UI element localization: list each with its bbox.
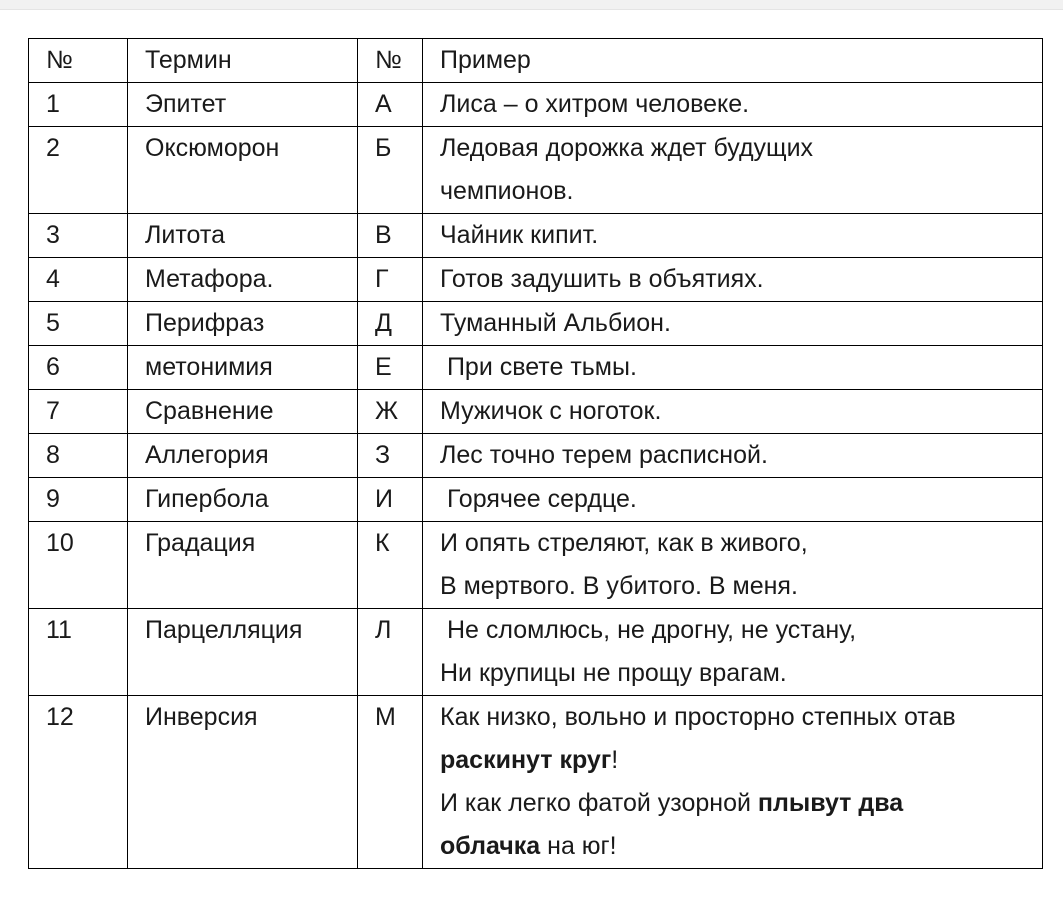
row-example [423,346,1043,390]
example-line [440,825,1042,868]
example-bold-text: облачка [440,832,541,860]
row-letter: Ж [358,390,423,434]
row-term: Оксюморон [128,127,358,214]
example-line: Туманный Альбион. [440,309,671,337]
header-num: № [29,39,128,83]
row-term: Парцелляция [128,609,358,696]
header-term: Термин [128,39,358,83]
header-letter: № [358,39,423,83]
row-letter: К [358,522,423,609]
example-bold-text: плывут два [757,789,904,817]
row-num: 4 [29,258,128,302]
row-letter: Б [358,127,423,214]
row-term: Гипербола [128,478,358,522]
example-line: Ни крупицы не прощу врагам. [440,659,787,687]
example-line: Чайник кипит. [440,221,599,249]
row-num: 11 [29,609,128,696]
row-letter: В [358,214,423,258]
row-num: 2 [29,127,128,214]
table-row [29,302,1043,346]
example-line [440,782,1042,825]
top-bar [0,0,1063,10]
row-term: Перифраз [128,302,358,346]
row-term: метонимия [128,346,358,390]
example-line: И опять стреляют, как в живого, [440,529,808,557]
example-line: Не сломлюсь, не дрогну, не устану, [440,616,857,644]
table-row [29,609,1043,696]
table-row [29,346,1043,390]
row-example [423,478,1043,522]
row-example [423,214,1043,258]
row-num: 7 [29,390,128,434]
row-example [423,83,1043,127]
row-letter: Г [358,258,423,302]
row-term: Градация [128,522,358,609]
row-num: 8 [29,434,128,478]
example-text: ! [611,746,619,774]
row-example [423,434,1043,478]
example-bold-text: раскинут круг [440,746,612,774]
example-line: Готов задушить в объятиях. [440,265,764,293]
table-row [29,478,1043,522]
row-term: Эпитет [128,83,358,127]
row-letter: М [358,696,423,869]
table-row [29,258,1043,302]
row-num: 3 [29,214,128,258]
row-num: 9 [29,478,128,522]
table-row [29,390,1043,434]
table-body [29,83,1043,869]
row-term: Метафора. [128,258,358,302]
table-header-row [29,39,1043,83]
terms-table [28,38,1043,869]
example-text: на юг! [540,832,617,860]
table-row [29,522,1043,609]
example-line: Лиса – о хитром человеке. [440,90,750,118]
row-num: 10 [29,522,128,609]
row-letter: Л [358,609,423,696]
example-line: Горячее сердце. [440,485,637,513]
row-term: Аллегория [128,434,358,478]
example-text: И как легко фатой узорной [440,789,758,817]
example-line: Ледовая дорожка ждет будущих [440,134,814,162]
row-example [423,302,1043,346]
row-example [423,522,1043,609]
row-num: 12 [29,696,128,869]
example-line: чемпионов. [440,177,574,205]
table-row [29,696,1043,869]
table-row [29,214,1043,258]
example-line [440,696,1042,739]
example-line: Лес точно терем расписной. [440,441,768,469]
row-letter: З [358,434,423,478]
row-num: 6 [29,346,128,390]
row-example [423,258,1043,302]
row-letter: И [358,478,423,522]
table-row [29,127,1043,214]
example-text: Как низко, вольно и просторно степных отав [440,703,956,731]
row-example [423,609,1043,696]
header-example: Пример [423,39,1043,83]
row-example [423,390,1043,434]
row-num: 5 [29,302,128,346]
row-letter: Е [358,346,423,390]
row-letter: А [358,83,423,127]
example-line [440,739,1042,782]
row-num: 1 [29,83,128,127]
row-term: Литота [128,214,358,258]
row-term: Инверсия [128,696,358,869]
example-line: При свете тьмы. [440,353,637,381]
example-line: В мертвого. В убитого. В меня. [440,572,798,600]
table-row [29,83,1043,127]
table-row [29,434,1043,478]
row-example [423,127,1043,214]
row-term: Сравнение [128,390,358,434]
example-line: Мужичок с ноготок. [440,397,662,425]
row-letter: Д [358,302,423,346]
row-example [423,696,1043,869]
